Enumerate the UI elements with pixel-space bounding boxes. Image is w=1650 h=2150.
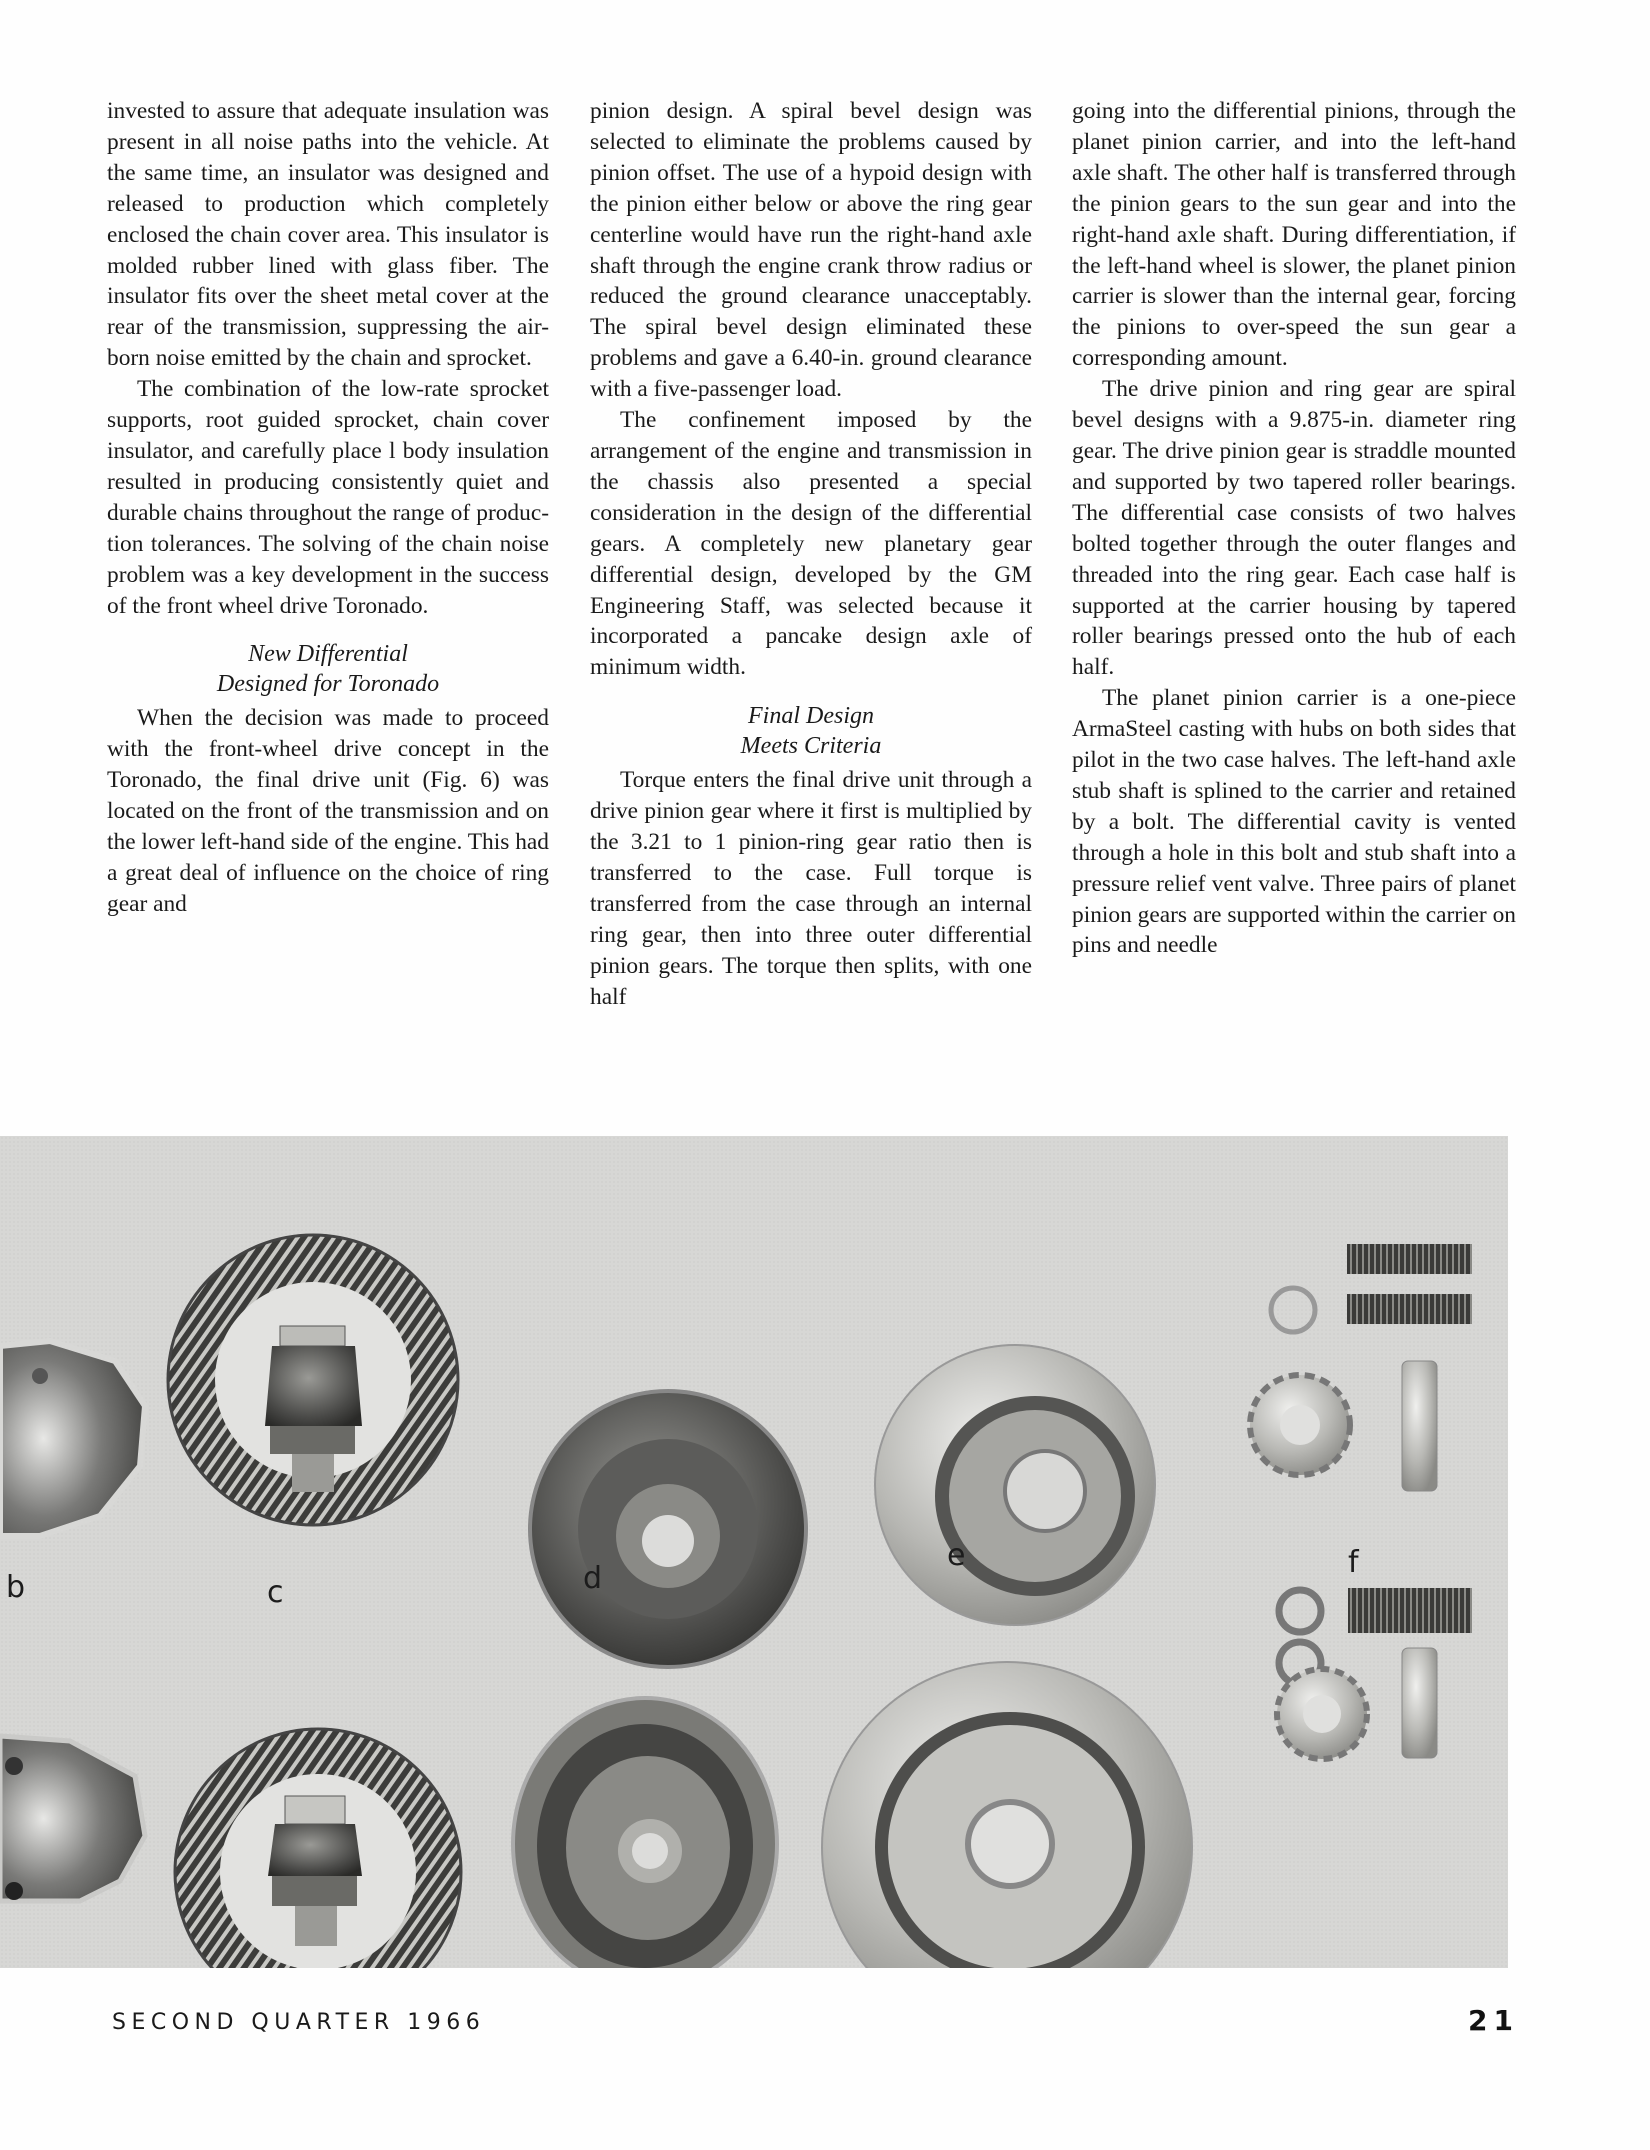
part-b-cover-bottom [0,1736,145,1901]
figure-photograph [0,1136,1508,1968]
section-heading-line: Meets Criteria [740,733,882,760]
part-c-ring-gear-bottom [175,1729,461,1968]
figure-label-f: f [1348,1545,1359,1580]
paragraph: The confinement imposed by the arrangement of the engine and transmission in the chassis also presented a special consideration in the design of the differential gears. A completely new planetary gear differential design, developed by the GM Engineering Staff, was selected because it incorporated a pancake design axle of minimum width. [590,407,1032,681]
page-number: 21 [1468,2004,1519,2037]
paragraph: pinion design. A spiral bevel design was selected to eliminate the problems caused by pinion offset. The use of a hypoid design with the pinion either below or above the ring gear centerline would have run the right-hand axle shaft through the engine crank throw radius or reduced the ground clearance unacceptably. The spiral bevel design eliminated these problems and gave a 6.40-in. ground clearance with a five-passenger load. [590,98,1032,403]
section-heading [107,639,549,699]
part-e-internal-gear-bottom [822,1662,1192,1968]
figure-label-d: d [583,1561,603,1596]
text-column-3 [1072,96,1516,961]
publication-issue: SECOND QUARTER 1966 [112,2010,486,2035]
part-b-cover-top [0,1341,145,1536]
paragraph: When the decision was made to proceed with the front-wheel drive concept in the Toronado, the final drive unit (Fig. 6) was located on the front of the transmission and on the lower left-hand side of the engine. This had a great deal of influence on the choice of ring gear and [107,705,549,917]
section-heading-line: Final Design [748,703,874,730]
part-f-small-parts [1250,1244,1472,1759]
paragraph: Torque enters the final drive unit through a drive pinion gear where it first is multiplied by the 3.21 to 1 pinion-ring gear ratio then is transferred to the case. Full torque is transferred from the case through an internal ring gear, then into three outer differential pinion gears. The torque then splits, with one half [590,767,1032,1010]
section-heading-line: Designed for Toronado [216,671,440,698]
section-heading-line: New Differential [248,641,408,668]
text-column-1 [107,96,549,920]
paragraph: The planet pinion carrier is a one-piece ArmaSteel casting with hubs on both sides that pilot in the two case halves. The left-hand axle stub shaft is splined to the carrier and retained by a bolt. The differential cavity is vented through a hole in this bolt and stub shaft into a pressure relief vent valve. Three pairs of planet pinion gears are supported within the carrier on pins and needle [1072,685,1516,959]
figure-label-b: b [6,1570,26,1605]
figure-label-e: e [947,1538,966,1573]
paragraph: The drive pinion and ring gear are spiral bevel designs with a 9.875-in. diameter ring gear. The drive pinion gear is straddle mounted and supported by two tapered roller bearings. The differential case consists of two halves bolted together through the outer flanges and threaded into the ring gear. Each case half is supported at the carrier housing by tapered roller bearings pressed onto the hub of each half. [1072,376,1516,681]
paragraph: invested to assure that adequate insulation was present in all noise paths into the vehicle. At the same time, an insulator was designed and released to production which completely enclosed the chain cover area. This insulator is molded rubber lined with glass fiber. The insulator fits over the sheet metal cover at the rear of the transmission, suppressing the air-born noise emitted by the chain and sprocket. [107,98,549,372]
differential-parts-illustration [0,1136,1508,1968]
part-d-case-bottom [513,1698,777,1968]
part-d-case-top [530,1391,806,1667]
figure-label-c: c [267,1575,284,1610]
section-heading [590,701,1032,761]
paragraph: going into the differential pinions, through the planet pinion carrier, and into the left-hand axle shaft. The other half is transferred through the pinion gears to the sun gear and into the right-hand axle shaft. During differentiation, if the left-hand wheel is slower, the planet pinion carrier is slower than the internal gear, forcing the pinions to over-speed the sun gear a corresponding amount. [1072,98,1516,372]
text-column-2 [590,96,1032,1012]
part-c-ring-gear-top [168,1235,458,1525]
part-e-internal-gear-top [875,1345,1155,1625]
paragraph: The combination of the low-rate sprocket supports, root guided sprocket, chain cover insulator, and carefully place l body insulation resulted in producing consistently quiet and durable chains throughout the range of production tolerances. The solving of the chain noise problem was a key development in the success of the front wheel drive Toronado. [107,376,549,619]
